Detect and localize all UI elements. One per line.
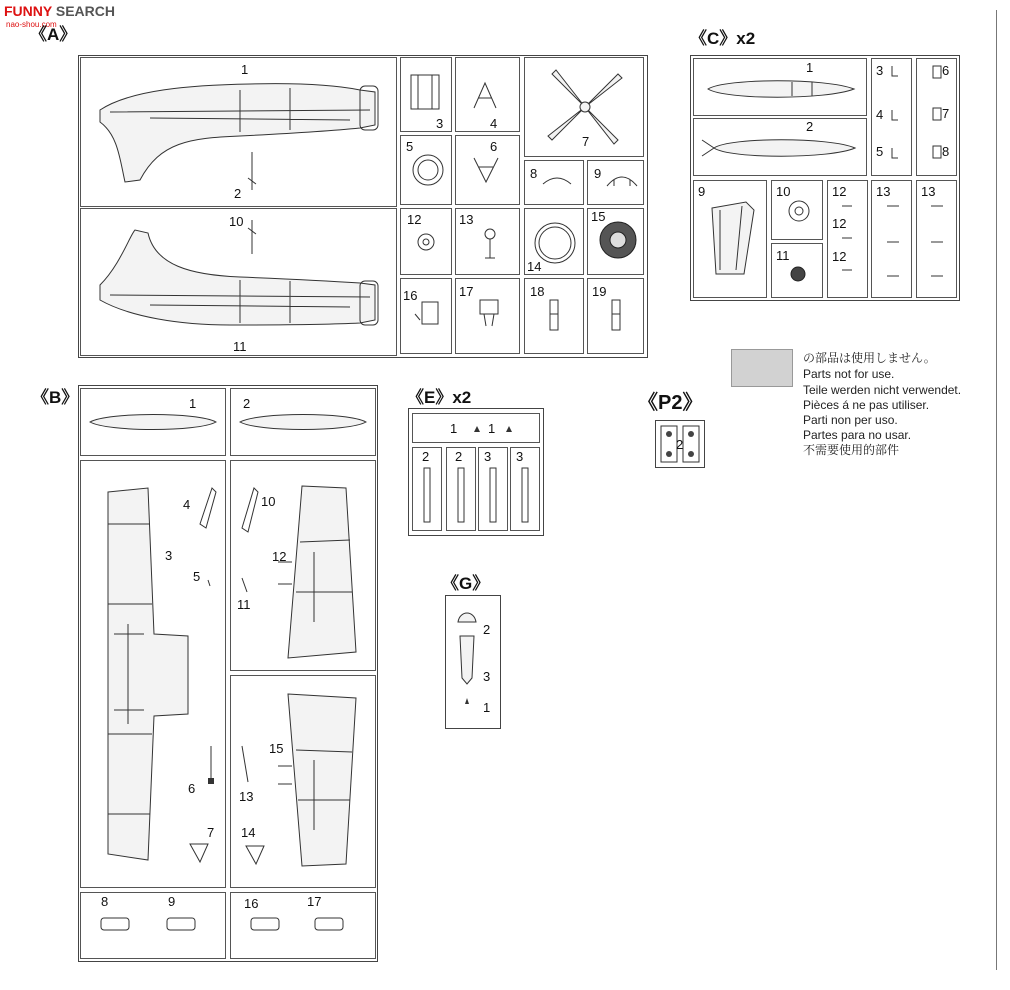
- label-c3: 3: [876, 63, 884, 78]
- part-a15-wheel-drawing: [596, 218, 640, 262]
- part-b1-drawing: [88, 410, 218, 434]
- label-b6: 6: [188, 781, 196, 796]
- page-edge-rule: [996, 10, 997, 970]
- part-b-upper-wing-right-drawing: [284, 690, 364, 870]
- part-c10-drawing: [784, 196, 814, 226]
- legend-spanish: Partes para no usar.: [803, 428, 912, 442]
- label-b7: 7: [207, 825, 215, 840]
- label-a2: 2: [234, 186, 242, 201]
- label-a6: 6: [490, 139, 498, 154]
- part-c2-bomb-drawing: [700, 134, 860, 162]
- label-b9: 9: [168, 894, 176, 909]
- watermark-brand-right: SEARCH: [55, 3, 115, 19]
- label-a19: 19: [592, 284, 607, 299]
- part-b4-drawing: [196, 484, 220, 532]
- part-a4-drawing: [468, 80, 504, 112]
- label-b2: 2: [243, 396, 251, 411]
- part-a9-drawing: [604, 170, 640, 190]
- part-a5-drawing: [410, 152, 446, 188]
- legend-italian: Parti non per uso.: [803, 413, 898, 427]
- legend-chinese: 不需要使用的部件: [803, 443, 900, 457]
- sprue-e-multiplier: x2: [452, 388, 472, 407]
- label-e2b: 2: [455, 449, 463, 464]
- label-a15: 15: [591, 209, 606, 224]
- part-a13-drawing: [478, 226, 502, 262]
- label-a9: 9: [594, 166, 602, 181]
- part-b3-lower-wing-drawing: [88, 484, 200, 868]
- sprue-c-multiplier: x2: [736, 29, 756, 48]
- part-a14-tire-drawing: [530, 218, 580, 268]
- part-a8-drawing: [540, 172, 574, 188]
- part-b9-drawing: [164, 910, 198, 934]
- part-b7-drawing: [186, 840, 212, 866]
- label-a1: 1: [241, 62, 249, 77]
- label-e1a: 1: [450, 421, 458, 436]
- label-b8: 8: [101, 894, 109, 909]
- label-a14: 14: [527, 259, 542, 274]
- part-b6-drawing: [204, 744, 218, 788]
- label-b5: 5: [193, 569, 201, 584]
- label-a5: 5: [406, 139, 414, 154]
- part-b8-drawing: [98, 910, 132, 934]
- label-a17: 17: [459, 284, 474, 299]
- part-b10-drawing: [238, 484, 262, 534]
- part-a2-drawing: [244, 150, 264, 195]
- part-a18-drawing: [544, 296, 564, 336]
- label-c4: 4: [876, 107, 884, 122]
- label-c10: 10: [776, 184, 791, 199]
- label-a4: 4: [490, 116, 498, 131]
- label-c12a: 12: [832, 184, 847, 199]
- label-a18: 18: [530, 284, 545, 299]
- part-c9-drawing: [706, 198, 762, 278]
- sprue-c-tag-label: 《C》: [690, 29, 737, 48]
- part-b17-drawing: [312, 910, 346, 934]
- part-c1-droptank-drawing: [706, 76, 856, 102]
- label-c12b: 12: [832, 216, 847, 231]
- watermark-brand-mid: NY: [32, 3, 52, 19]
- label-b10: 10: [261, 494, 276, 509]
- part-b11-drawing: [239, 576, 251, 596]
- label-a8: 8: [530, 166, 538, 181]
- label-c5: 5: [876, 144, 884, 159]
- not-for-use-swatch: [731, 349, 793, 387]
- parts-g-canopy-drawing: [450, 600, 484, 722]
- label-c11: 11: [776, 248, 790, 263]
- part-a3-drawing: [408, 70, 448, 115]
- label-b13: 13: [239, 789, 254, 804]
- part-b13-drawing: [238, 742, 254, 786]
- parts-c12-drawing: [838, 200, 858, 280]
- sprue-p2-tag: 《P2》: [638, 392, 703, 414]
- label-b3: 3: [165, 548, 173, 563]
- label-p2-2: 2: [676, 437, 684, 452]
- part-b16-drawing: [248, 910, 282, 934]
- label-b4: 4: [183, 497, 191, 512]
- sprue-e-tag-label: 《E》: [407, 388, 453, 407]
- label-c9: 9: [698, 184, 706, 199]
- label-c6: 6: [942, 63, 950, 78]
- parts-c6-c8-drawing: [930, 62, 946, 162]
- legend-german: Teile werden nicht verwendet.: [803, 383, 962, 397]
- label-c7: 7: [942, 106, 950, 121]
- label-c13b: 13: [921, 184, 936, 199]
- watermark-brand-left: FUN: [4, 3, 33, 19]
- label-c8: 8: [942, 144, 950, 159]
- label-b15: 15: [269, 741, 284, 756]
- label-c2: 2: [806, 119, 814, 134]
- fuselage-left-half-drawing: [90, 70, 390, 200]
- sprue-g-tag: 《G》: [442, 574, 490, 593]
- sprue-c-tag: [690, 24, 755, 49]
- label-b11: 11: [237, 597, 251, 612]
- part-a7-propeller-drawing: [540, 62, 630, 152]
- label-e2a: 2: [422, 449, 430, 464]
- label-e3a: 3: [484, 449, 492, 464]
- label-c13a: 13: [876, 184, 891, 199]
- label-b1: 1: [189, 396, 197, 411]
- label-c1: 1: [806, 60, 814, 75]
- label-b17: 17: [307, 894, 322, 909]
- label-g2: 2: [483, 622, 491, 637]
- part-a17-drawing: [474, 296, 504, 332]
- part-c11-drawing: [786, 262, 810, 286]
- label-b12: 12: [272, 549, 287, 564]
- legend-french: Pièces á ne pas utiliser.: [803, 398, 930, 412]
- label-a13: 13: [459, 212, 474, 227]
- sprue-e-tag: [407, 383, 471, 408]
- sprue-b-tag: 《B》: [32, 388, 79, 407]
- parts-e1-drawing: [466, 422, 526, 436]
- part-a16-drawing: [412, 296, 446, 332]
- label-c12c: 12: [832, 249, 847, 264]
- part-a12-drawing: [412, 228, 440, 256]
- label-b14: 14: [241, 825, 256, 840]
- part-b-upper-wing-left-drawing: [284, 482, 364, 662]
- part-a19-drawing: [606, 296, 626, 336]
- label-g3: 3: [483, 669, 491, 684]
- parts-c3-c5-drawing: [888, 62, 904, 162]
- parts-c13a-drawing: [884, 200, 904, 280]
- sprue-a-tag: 《A》: [30, 25, 77, 44]
- parts-c13b-drawing: [928, 200, 948, 280]
- parts-e2-e3-drawing: [414, 466, 538, 528]
- label-a12: 12: [407, 212, 422, 227]
- watermark-logo: [4, 3, 115, 29]
- label-e3b: 3: [516, 449, 524, 464]
- label-a11: 11: [233, 339, 247, 354]
- label-a16: 16: [403, 288, 418, 303]
- label-a3: 3: [436, 116, 444, 131]
- part-b14-drawing: [242, 842, 268, 868]
- legend-english: Parts not for use.: [803, 367, 895, 381]
- fuselage-right-half-drawing: [90, 225, 390, 335]
- label-g1: 1: [483, 700, 491, 715]
- legend-japanese: の部品は使用しません。: [803, 351, 936, 365]
- part-b5-drawing: [205, 578, 215, 588]
- part-a10-drawing: [244, 218, 264, 258]
- part-a6-drawing: [470, 155, 504, 185]
- watermark-sub: nao-shou.com: [6, 20, 57, 29]
- label-a7: 7: [582, 134, 590, 149]
- label-a10: 10: [229, 214, 244, 229]
- label-b16: 16: [244, 896, 259, 911]
- label-e1b: 1: [488, 421, 496, 436]
- part-b2-drawing: [238, 410, 368, 434]
